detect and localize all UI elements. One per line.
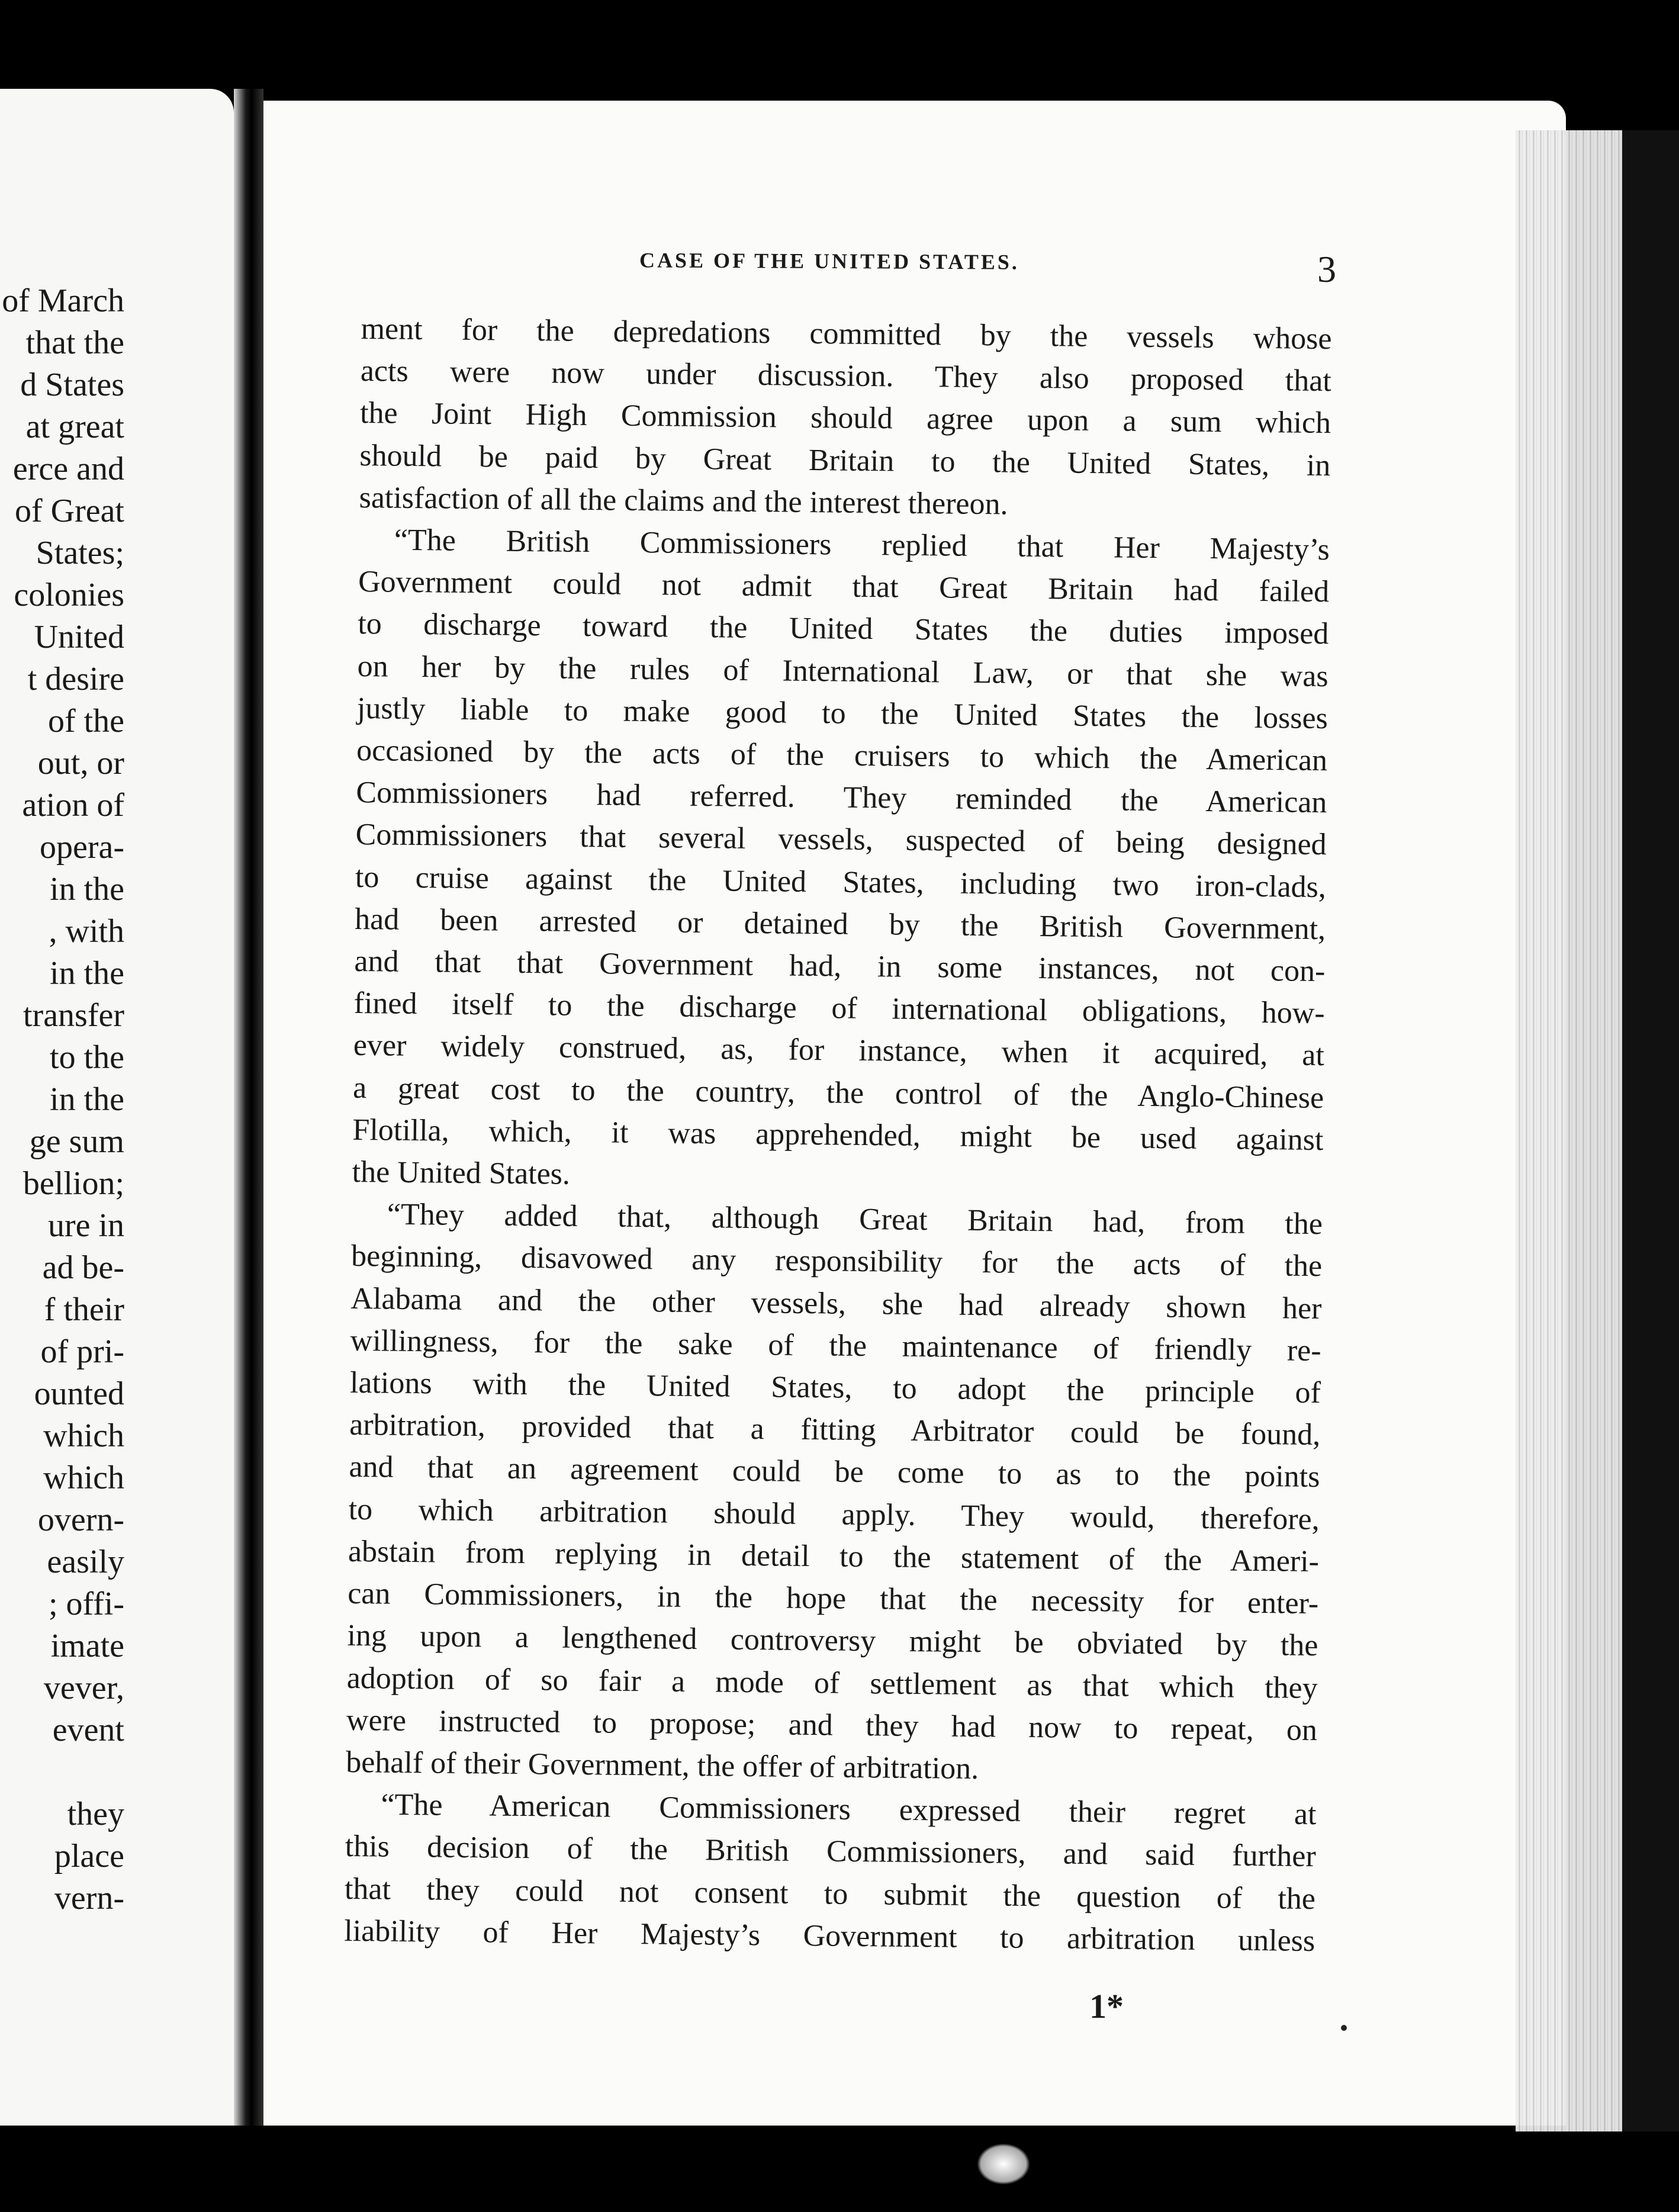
text-line: ever widely construed, as, for instance, when it acquired, at: [353, 1028, 1325, 1073]
left-fragment: vever,: [43, 1670, 124, 1706]
left-fragment: colonies: [14, 577, 124, 613]
left-fragment: ure in: [47, 1207, 124, 1244]
book-gutter: [234, 89, 263, 2126]
page-number: 3: [1317, 248, 1336, 290]
left-fragment: opera-: [39, 829, 124, 866]
text-line: were instructed to propose; and they had now to repeat, on: [346, 1703, 1318, 1747]
text-line: adoption of so fair a mode of settlement as that which they: [346, 1661, 1318, 1705]
left-fragment: of pri-: [40, 1333, 124, 1370]
text-line: satisfaction of all the claims and the interest thereon.: [359, 480, 1008, 522]
text-line: abstain from replying in detail to the statement of the Ameri-: [348, 1534, 1320, 1578]
text-line: beginning, disavowed any responsibility for the acts of the: [350, 1239, 1323, 1284]
text-line: arbitration, provided that a fitting Arbitrator could be found,: [349, 1408, 1321, 1452]
text-line: lations with the United States, to adopt the principle of: [349, 1365, 1321, 1410]
text-line: Flotilla, which, it was apprehended, might be used against: [352, 1113, 1324, 1157]
text-line: should be paid by Great Britain to the United States, in: [359, 438, 1331, 483]
left-fragment: of March: [2, 282, 124, 319]
left-facing-page: [0, 89, 234, 2126]
running-head: CASE OF THE UNITED STATES.: [639, 248, 1019, 274]
text-line: to discharge toward the United States the duties imposed: [358, 607, 1329, 651]
left-fragment: f their: [44, 1291, 124, 1328]
text-line: and that an agreement could be come to as to the points: [349, 1450, 1320, 1494]
left-fragment: at great: [25, 409, 124, 445]
left-fragment: ; offi-: [48, 1586, 124, 1622]
left-fragment: vern-: [54, 1880, 124, 1917]
text-line: justly liable to make good to the United States the losses: [356, 691, 1329, 735]
text-line: ment for the depredations committed by the vessels whose: [361, 311, 1332, 356]
left-fragment: d States: [20, 366, 124, 403]
text-line: “They added that, although Great Britain had, from the: [387, 1197, 1323, 1242]
left-fragment: bellion;: [22, 1165, 124, 1202]
left-fragment: United: [34, 619, 124, 655]
left-fragment: in the: [50, 1081, 124, 1118]
left-fragment: which: [43, 1417, 124, 1454]
text-line: Alabama and the other vessels, she had already shown her: [350, 1281, 1322, 1326]
text-line: to cruise against the United States, including two iron-clads,: [355, 860, 1327, 904]
left-fragment: overn-: [37, 1502, 124, 1538]
left-fragment: event: [52, 1712, 124, 1748]
left-fragment: which: [43, 1459, 124, 1496]
left-fragment: out, or: [37, 745, 124, 782]
text-line: liability of Her Majesty’s Government to arbitration unless: [343, 1914, 1315, 1958]
left-fragment: transfer: [22, 997, 124, 1034]
text-line: this decision of the British Commissioners, and said further: [345, 1830, 1316, 1874]
text-line: to which arbitration should apply. They would, therefore,: [348, 1492, 1320, 1536]
left-fragment: of the: [47, 703, 124, 740]
left-fragment: that the: [25, 324, 124, 361]
text-line: that they could not consent to submit the question of the: [344, 1872, 1316, 1916]
left-fragment: t desire: [27, 661, 124, 697]
text-line: acts were now under discussion. They also proposed that: [360, 354, 1332, 398]
text-line: Commissioners that several vessels, suspected of being designed: [355, 818, 1327, 862]
body-text: [344, 308, 1332, 1962]
left-fragment: ad be-: [42, 1249, 124, 1286]
left-fragment: in the: [50, 955, 124, 992]
text-line: a great cost to the country, the control of the Anglo-Chinese: [352, 1070, 1324, 1115]
left-fragment: , with: [49, 913, 124, 950]
text-line: fined itself to the discharge of international obligations, how-: [353, 986, 1325, 1031]
text-line: “The American Commissioners expressed their regret at: [381, 1787, 1317, 1832]
text-line: Commissioners had referred. They reminded the American: [356, 776, 1327, 820]
text-line: “The British Commissioners replied that Her Majesty’s: [394, 523, 1330, 567]
left-fragment: easily: [47, 1544, 124, 1580]
text-line: behalf of their Government, the offer of arbitration.: [345, 1745, 979, 1786]
left-fragment: ge sum: [29, 1123, 124, 1160]
scan-glare: [977, 2143, 1030, 2185]
text-line: the Joint High Commission should agree upon a sum which: [359, 396, 1331, 441]
left-fragment: to the: [50, 1039, 124, 1076]
page-edge-shadow: [1622, 130, 1679, 2131]
text-line: willingness, for the sake of the maintenance of friendly re-: [350, 1323, 1321, 1368]
left-fragment: they: [67, 1796, 124, 1832]
left-fragment: in the: [50, 871, 124, 908]
text-line: can Commissioners, in the hope that the necessity for enter-: [347, 1576, 1319, 1621]
page-edges: [1516, 130, 1628, 2131]
left-fragment: erce and: [12, 451, 124, 487]
signature-mark: 1*: [1089, 1987, 1124, 2025]
ink-dot: [1341, 2025, 1347, 2031]
text-line: and that that Government had, in some instances, not con-: [354, 944, 1326, 989]
left-fragment: of Great: [14, 493, 124, 529]
left-fragment: States;: [36, 535, 124, 571]
left-fragment: ation of: [22, 787, 124, 824]
left-fragment: ounted: [34, 1375, 124, 1412]
text-line: Government could not admit that Great Britain had failed: [358, 565, 1330, 609]
left-fragment: place: [54, 1838, 124, 1875]
text-line: ing upon a lengthened controversy might be obviated by the: [347, 1619, 1318, 1663]
text-line: occasioned by the acts of the cruisers to which the American: [356, 733, 1328, 778]
left-fragment: imate: [50, 1628, 124, 1664]
text-line: on her by the rules of International Law, or that she was: [357, 649, 1329, 693]
text-line: had been arrested or detained by the British Government,: [354, 902, 1326, 946]
text-line: the United States.: [352, 1155, 571, 1191]
